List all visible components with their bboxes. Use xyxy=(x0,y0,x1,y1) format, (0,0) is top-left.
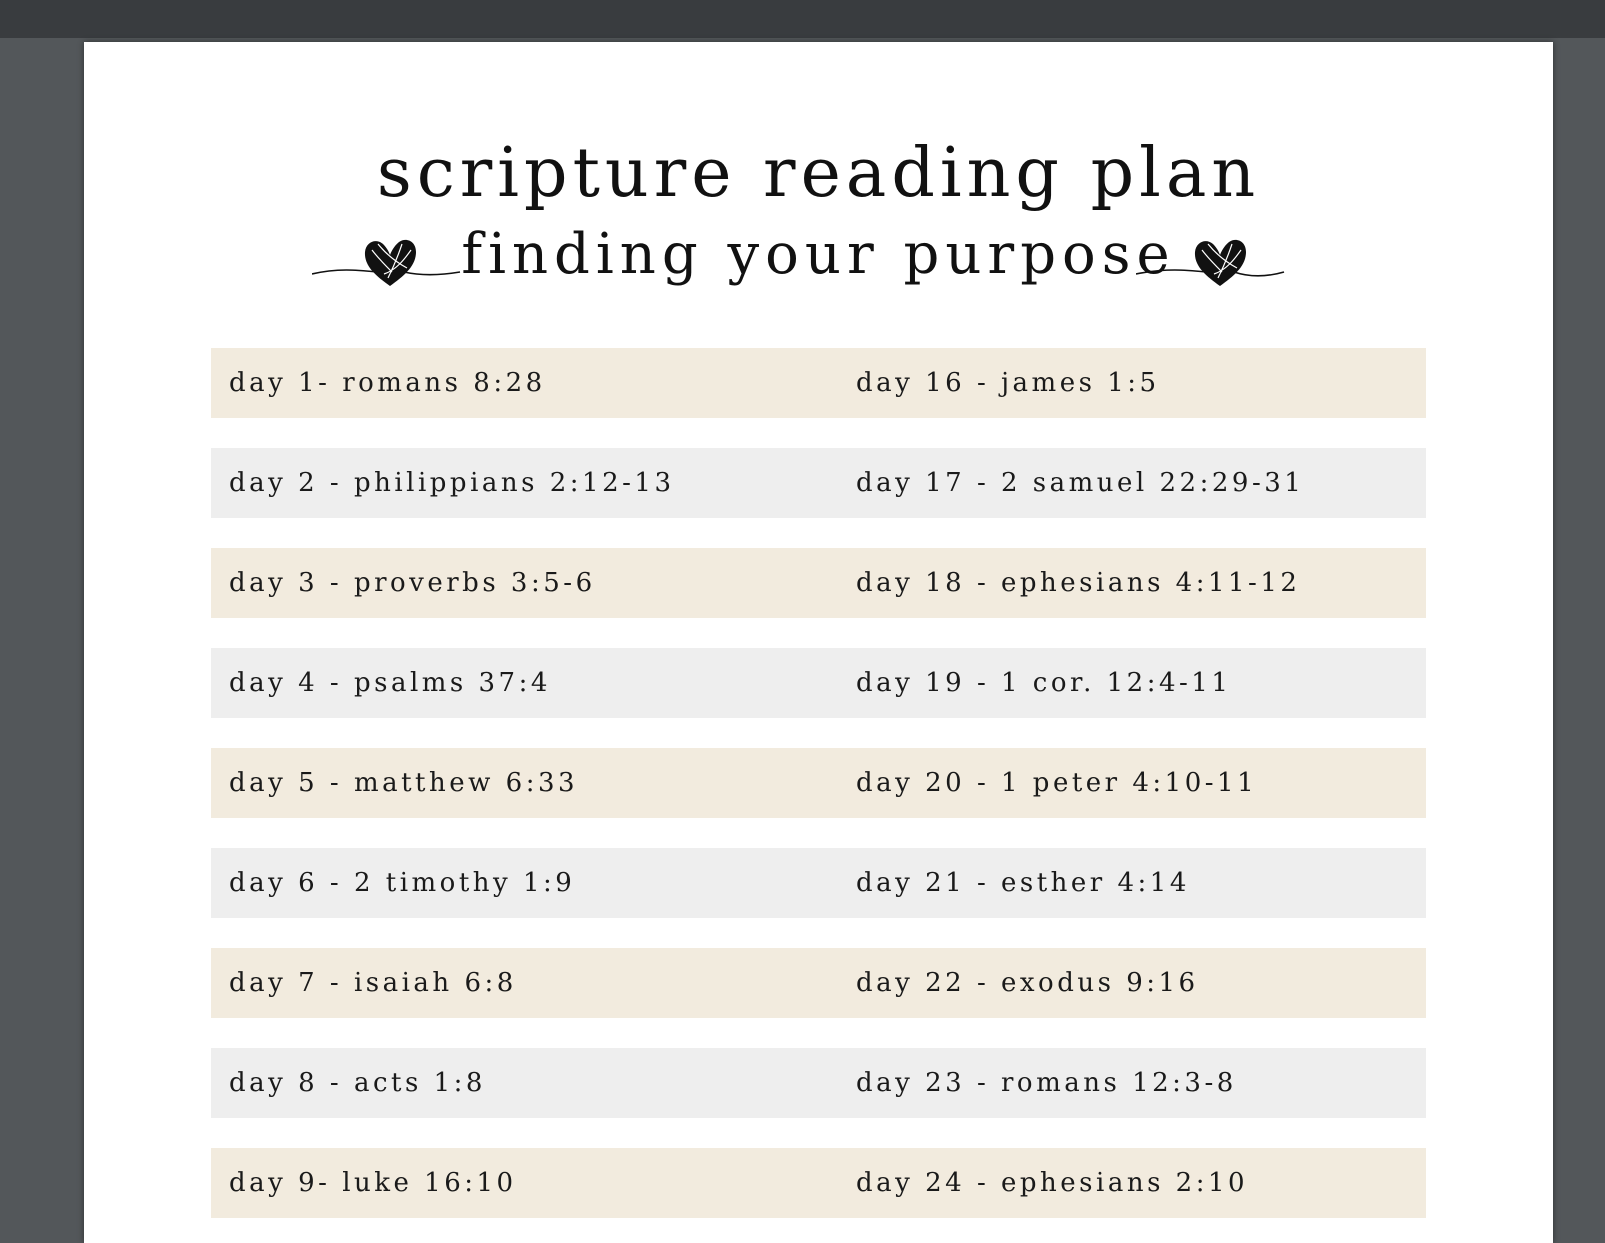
list-item xyxy=(211,748,1426,818)
reading-day-left: day 9- luke 16:10 xyxy=(229,1168,517,1198)
list-item xyxy=(211,848,1426,918)
document-page xyxy=(84,42,1553,1243)
list-item xyxy=(211,348,1426,418)
reading-day-left: day 2 - philippians 2:12-13 xyxy=(229,468,675,498)
list-item xyxy=(211,448,1426,518)
heart-icon xyxy=(1136,228,1286,298)
reading-day-right: day 19 - 1 cor. 12:4-11 xyxy=(856,668,1232,698)
reading-day-right: day 21 - esther 4:14 xyxy=(856,868,1190,898)
list-item xyxy=(211,948,1426,1018)
reading-day-right: day 24 - ephesians 2:10 xyxy=(856,1168,1249,1198)
reading-day-left: day 5 - matthew 6:33 xyxy=(229,768,579,798)
reading-day-right: day 22 - exodus 9:16 xyxy=(856,968,1199,998)
reading-day-left: day 3 - proverbs 3:5-6 xyxy=(229,568,596,598)
page-title: scripture reading plan xyxy=(376,134,1261,213)
reading-plan-list xyxy=(211,348,1426,1243)
reading-day-right: day 17 - 2 samuel 22:29-31 xyxy=(856,468,1305,498)
subtitle-row xyxy=(84,220,1553,300)
reading-day-right: day 23 - romans 12:3-8 xyxy=(856,1068,1237,1098)
reading-day-left: day 8 - acts 1:8 xyxy=(229,1068,486,1098)
reading-day-right: day 20 - 1 peter 4:10-11 xyxy=(856,768,1258,798)
page-subtitle: finding your purpose xyxy=(461,222,1176,287)
list-item xyxy=(211,548,1426,618)
reading-day-left: day 4 - psalms 37:4 xyxy=(229,668,551,698)
reading-day-right: day 18 - ephesians 4:11-12 xyxy=(856,568,1301,598)
list-item xyxy=(211,648,1426,718)
reading-day-right: day 16 - james 1:5 xyxy=(856,368,1160,398)
viewer-toolbar xyxy=(0,0,1605,38)
reading-day-left: day 6 - 2 timothy 1:9 xyxy=(229,868,576,898)
list-item xyxy=(211,1048,1426,1118)
reading-day-left: day 1- romans 8:28 xyxy=(229,368,546,398)
list-item xyxy=(211,1148,1426,1218)
reading-day-left: day 7 - isaiah 6:8 xyxy=(229,968,517,998)
